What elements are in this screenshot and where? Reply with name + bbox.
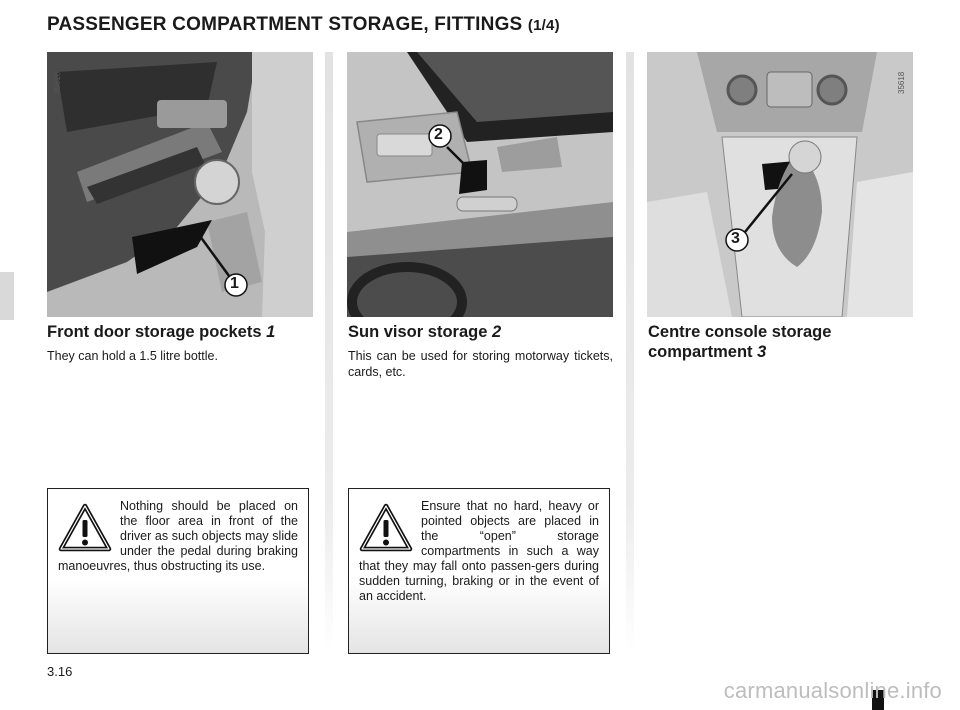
section-text-door-pockets: They can hold a 1.5 litre bottle. — [47, 349, 218, 363]
section-text-sun-visor: This can be used for storing motorway tickets, cards, etc. — [348, 349, 613, 379]
section-tab — [0, 272, 14, 320]
page-number: 3.16 — [47, 664, 73, 679]
callout-number: 3 — [731, 230, 740, 247]
footer-watermark: carmanualsonline.info — [723, 678, 942, 703]
warning-text-storage: Ensure that no hard, heavy or pointed objects are placed in the “open” storage compartments in such a way that they may fall onto passen-gers during sudden turning, braking or in the event of an accident. — [359, 499, 599, 603]
photo-front-door — [47, 52, 313, 317]
title-part: (1/4) — [527, 17, 560, 34]
image-ref: 35616 — [53, 71, 62, 94]
warning-box-floor — [47, 488, 309, 654]
warning-triangle-icon — [359, 503, 413, 553]
image-ref: 35618 — [897, 71, 906, 94]
callout-number: 2 — [434, 126, 443, 143]
column-separator — [626, 52, 634, 652]
warning-box-storage — [348, 488, 610, 654]
warning-text-floor: Nothing should be placed on the floor area in front of the driver as such objects may slide under the pedal during braking manoeuvres, thus obstructing its use. — [58, 499, 298, 573]
section-heading-sun-visor: Sun visor storage 2 — [348, 323, 502, 341]
title-main: PASSENGER COMPARTMENT STORAGE, FITTINGS — [47, 14, 523, 35]
warning-triangle-icon — [58, 503, 112, 553]
section-heading-centre-console: Centre console storage compartment 3 — [648, 323, 832, 361]
image-ref: 35617 — [597, 71, 606, 94]
callout-number: 1 — [230, 275, 239, 292]
photo-centre-console — [647, 52, 913, 317]
photo-sun-visor — [347, 52, 613, 317]
column-separator — [325, 52, 333, 652]
page-title — [47, 14, 560, 36]
section-heading-door-pockets: Front door storage pockets 1 — [47, 323, 276, 341]
